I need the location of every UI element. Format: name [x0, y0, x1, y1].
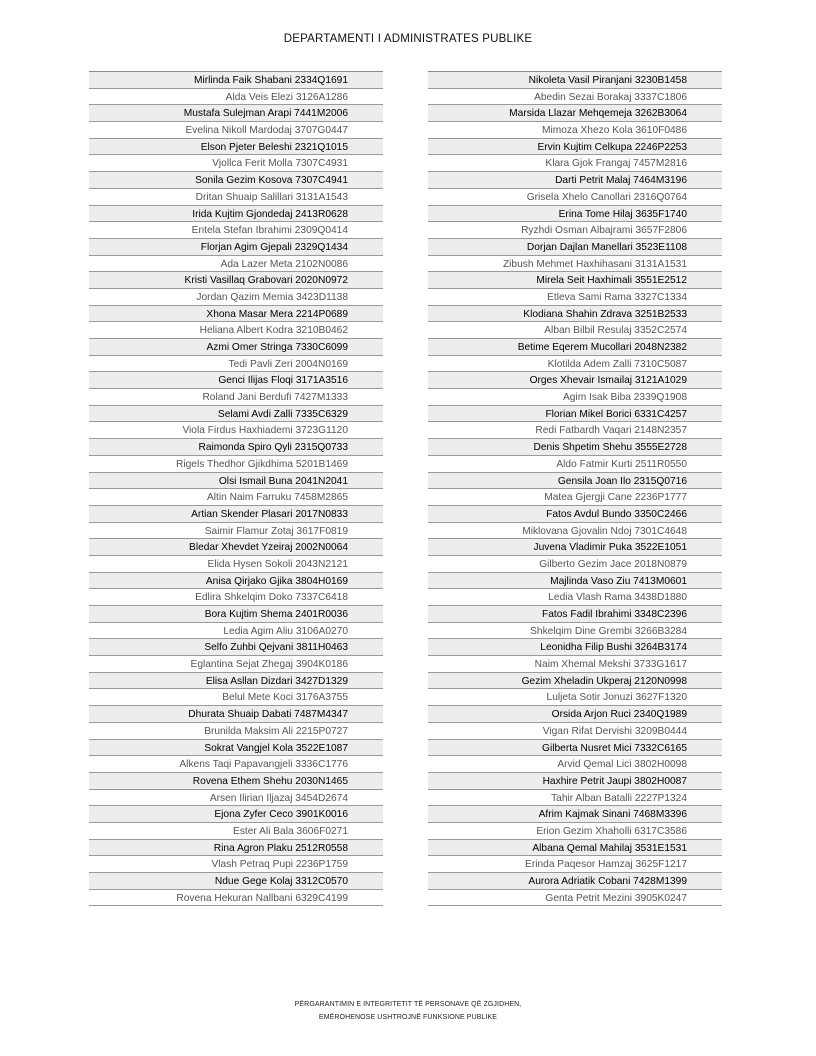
list-item: Zibush Mehmet Haxhihasani 3131A1531	[428, 256, 722, 273]
list-item: Klotilda Adem Zalli 7310C5087	[428, 356, 722, 373]
list-item: Grisela Xhelo Canollari 2316Q0764	[428, 189, 722, 206]
list-item: Erinda Paqesor Hamzaj 3625F1217	[428, 856, 722, 873]
list-item: Selfo Zuhbi Qejvani 3811H0463	[89, 639, 383, 656]
list-item: Kristi Vasillaq Grabovari 2020N0972	[89, 272, 383, 289]
list-item: Gilberto Gezim Jace 2018N0879	[428, 556, 722, 573]
list-item: Matea Gjergji Cane 2236P1777	[428, 489, 722, 506]
list-item: Ester Ali Bala 3606F0271	[89, 823, 383, 840]
list-item: Ndue Gege Kolaj 3312C0570	[89, 873, 383, 890]
list-item: Rovena Ethem Shehu 2030N1465	[89, 773, 383, 790]
list-item: Artian Skender Plasari 2017N0833	[89, 506, 383, 523]
list-item: Genta Petrit Mezini 3905K0247	[428, 890, 722, 907]
list-item: Viola Firdus Haxhiademi 3723G1120	[89, 422, 383, 439]
list-item: Anisa Qirjako Gjika 3804H0169	[89, 573, 383, 590]
list-item: Mustafa Sulejman Arapi 7441M2006	[89, 105, 383, 122]
footer-line-2: EMËROHENOSE USHTROJNË FUNKSIONE PUBLIKE	[318, 1013, 498, 1021]
list-item: Tahir Alban Batalli 2227P1324	[428, 790, 722, 807]
list-item: Ervin Kujtim Celkupa 2246P2253	[428, 139, 722, 156]
list-item: Ledia Agim Aliu 3106A0270	[89, 623, 383, 640]
list-item: Fatos Fadil Ibrahimi 3348C2396	[428, 606, 722, 623]
list-item: Orges Xhevair Ismailaj 3121A1029	[428, 372, 722, 389]
list-item: Marsida Llazar Mehqemeja 3262B3064	[428, 105, 722, 122]
list-item: Shkelqim Dine Grembi 3266B3284	[428, 623, 722, 640]
list-item: Olsi Ismail Buna 2041N2041	[89, 473, 383, 490]
list-item: Alkens Taqi Papavangjeli 3336C1776	[89, 756, 383, 773]
list-item: Juvena Vladimir Puka 3522E1051	[428, 539, 722, 556]
list-item: Edlira Shkelqim Doko 7337C6418	[89, 589, 383, 606]
list-item: Elisa Asllan Dizdari 3427D1329	[89, 673, 383, 690]
list-item: Klodiana Shahin Zdrava 3251B2533	[428, 306, 722, 323]
list-item: Vjollca Ferit Molla 7307C4931	[89, 155, 383, 172]
list-item: Mirela Seit Haxhimali 3551E2512	[428, 272, 722, 289]
list-item: Florjan Agim Gjepali 2329Q1434	[89, 239, 383, 256]
list-item: Altin Naim Farruku 7458M2865	[89, 489, 383, 506]
list-item: Denis Shpetim Shehu 3555E2728	[428, 439, 722, 456]
list-item: Mirlinda Faik Shabani 2334Q1691	[89, 72, 383, 89]
list-item: Agim Isak Biba 2339Q1908	[428, 389, 722, 406]
list-item: Brunilda Maksim Ali 2215P0727	[89, 723, 383, 740]
list-item: Dorjan Dajlan Manellari 3523E1108	[428, 239, 722, 256]
list-item: Luljeta Sotir Jonuzi 3627F1320	[428, 689, 722, 706]
list-item: Gezim Xheladin Ukperaj 2120N0998	[428, 673, 722, 690]
list-item: Erina Tome Hilaj 3635F1740	[428, 206, 722, 223]
footer-line-1: PËRGARANTIMIN E INTEGRITETIT TË PERSONAVE QË ZGJIDHEN,	[294, 1001, 522, 1008]
list-item: Darti Petrit Malaj 7464M3196	[428, 172, 722, 189]
list-item: Aldo Fatmir Kurti 2511R0550	[428, 456, 722, 473]
list-item: Elida Hysen Sokoli 2043N2121	[89, 556, 383, 573]
list-item: Irida Kujtim Gjondedaj 2413R0628	[89, 206, 383, 223]
list-item: Dritan Shuaip Salillari 3131A1543	[89, 189, 383, 206]
list-item: Arsen Ilirian Iljazaj 3454D2674	[89, 790, 383, 807]
list-item: Sonila Gezim Kosova 7307C4941	[89, 172, 383, 189]
list-item: Alda Veis Elezi 3126A1286	[89, 89, 383, 106]
list-item: Gilberta Nusret Mici 7332C6165	[428, 740, 722, 757]
list-item: Selami Avdi Zalli 7335C6329	[89, 406, 383, 423]
list-item: Eglantina Sejat Zhegaj 3904K0186	[89, 656, 383, 673]
list-item: Tedi Pavli Zeri 2004N0169	[89, 356, 383, 373]
list-item: Betime Eqerem Mucollari 2048N2382	[428, 339, 722, 356]
list-item: Alban Bilbil Resulaj 3352C2574	[428, 322, 722, 339]
list-item: Miklovana Gjovalin Ndoj 7301C4648	[428, 523, 722, 540]
list-item: Orsida Arjon Ruci 2340Q1989	[428, 706, 722, 723]
list-item: Belul Mete Koci 3176A3755	[89, 689, 383, 706]
list-item: Evelina Nikoll Mardodaj 3707G0447	[89, 122, 383, 139]
list-item: Redi Fatbardh Vaqari 2148N2357	[428, 422, 722, 439]
list-item: Albana Qemal Mahilaj 3531E1531	[428, 840, 722, 857]
list-item: Mimoza Xhezo Kola 3610F0486	[428, 122, 722, 139]
list-item: Elson Pjeter Beleshi 2321Q1015	[89, 139, 383, 156]
list-item: Bledar Xhevdet Yzeiraj 2002N0064	[89, 539, 383, 556]
list-item: Klara Gjok Frangaj 7457M2816	[428, 155, 722, 172]
list-item: Rigels Thedhor Gjikdhima 5201B1469	[89, 456, 383, 473]
footer	[0, 999, 816, 1024]
document-title: DEPARTAMENTI I ADMINISTRATES PUBLIKE	[283, 33, 533, 45]
list-item: Abedin Sezai Borakaj 3337C1806	[428, 89, 722, 106]
list-item: Majlinda Vaso Ziu 7413M0601	[428, 573, 722, 590]
list-item: Entela Stefan Ibrahimi 2309Q0414	[89, 222, 383, 239]
list-item: Nikoleta Vasil Piranjani 3230B1458	[428, 72, 722, 89]
left-name-list	[89, 71, 383, 906]
list-item: Sokrat Vangjel Kola 3522E1087	[89, 740, 383, 757]
list-item: Ryzhdi Osman Albajrami 3657F2806	[428, 222, 722, 239]
list-item: Xhona Masar Mera 2214P0689	[89, 306, 383, 323]
list-item: Afrim Kajmak Sinani 7468M3396	[428, 806, 722, 823]
list-item: Florian Mikel Borici 6331C4257	[428, 406, 722, 423]
list-item: Leonidha Filip Bushi 3264B3174	[428, 639, 722, 656]
list-item: Naim Xhemal Mekshi 3733G1617	[428, 656, 722, 673]
list-item: Saimir Flamur Zotaj 3617F0819	[89, 523, 383, 540]
list-item: Rina Agron Plaku 2512R0558	[89, 840, 383, 857]
list-item: Arvid Qemal Lici 3802H0098	[428, 756, 722, 773]
list-item: Fatos Avdul Bundo 3350C2466	[428, 506, 722, 523]
list-item: Raimonda Spiro Qyli 2315Q0733	[89, 439, 383, 456]
list-item: Gensila Joan Ilo 2315Q0716	[428, 473, 722, 490]
right-name-list	[428, 71, 722, 906]
list-item: Dhurata Shuaip Dabati 7487M4347	[89, 706, 383, 723]
list-item: Roland Jani Berdufi 7427M1333	[89, 389, 383, 406]
list-item: Haxhire Petrit Jaupi 3802H0087	[428, 773, 722, 790]
list-item: Etleva Sami Rama 3327C1334	[428, 289, 722, 306]
list-item: Vigan Rifat Dervishi 3209B0444	[428, 723, 722, 740]
list-item: Aurora Adriatik Cobani 7428M1399	[428, 873, 722, 890]
list-item: Genci Ilijas Floqi 3171A3516	[89, 372, 383, 389]
list-item: Azmi Omer Stringa 7330C6099	[89, 339, 383, 356]
list-item: Erion Gezim Xhaholli 6317C3586	[428, 823, 722, 840]
list-item: Vlash Petraq Pupi 2236P1759	[89, 856, 383, 873]
list-item: Heliana Albert Kodra 3210B0462	[89, 322, 383, 339]
list-item: Ledia Vlash Rama 3438D1880	[428, 589, 722, 606]
list-item: Ejona Zyfer Ceco 3901K0016	[89, 806, 383, 823]
list-item: Bora Kujtim Shema 2401R0036	[89, 606, 383, 623]
list-item: Ada Lazer Meta 2102N0086	[89, 256, 383, 273]
list-item: Rovena Hekuran Nallbani 6329C4199	[89, 890, 383, 907]
list-item: Jordan Qazim Memia 3423D1138	[89, 289, 383, 306]
